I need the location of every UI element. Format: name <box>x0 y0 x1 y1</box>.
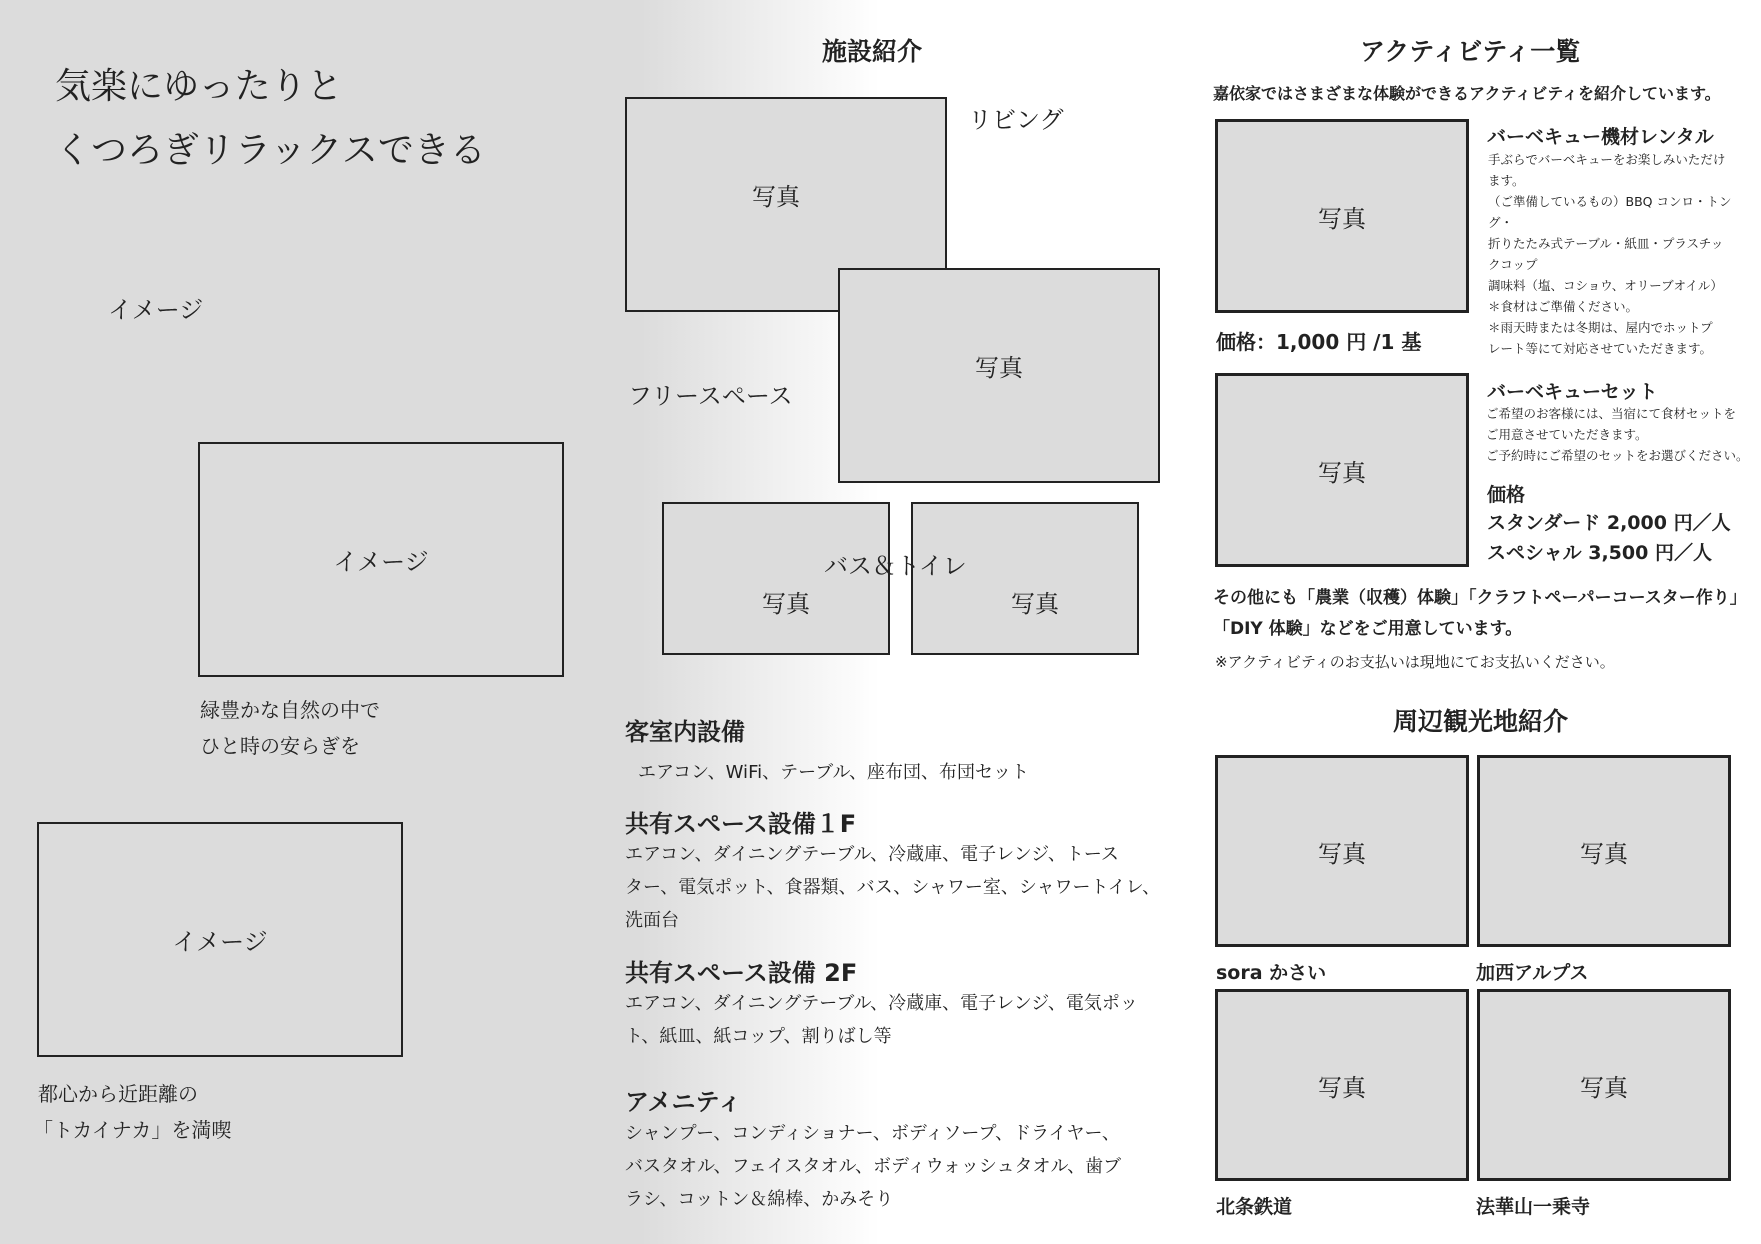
shared-1f-title: 共有スペース設備１F <box>625 810 857 838</box>
spot-name-4: 法華山一乗寺 <box>1476 1196 1591 1218</box>
spot-name-2: 加西アルプス <box>1476 962 1589 984</box>
image-placeholder-2-label: イメージ <box>172 928 268 956</box>
amenity-line: ラシ、コットン＆綿棒、かみそり <box>625 1189 894 1210</box>
shared-2f-line: エアコン、ダイニングテーブル、冷蔵庫、電子レンジ、電気ポッ <box>625 993 1138 1014</box>
shared-2f-title: 共有スペース設備 2F <box>625 959 858 987</box>
bbq-set-price-line: スタンダード 2,000 円／人 <box>1487 512 1731 534</box>
image-label: イメージ <box>108 296 204 324</box>
spot-photo-4-label: 写真 <box>1580 1073 1628 1102</box>
bbq-rental-price: 価格：1,000 円 /1 基 <box>1216 330 1422 354</box>
bbq-rental-description <box>1488 149 1748 359</box>
free-space-label: フリースペース <box>628 382 793 410</box>
spot-name-3: 北条鉄道 <box>1216 1196 1293 1218</box>
bath-label: バス＆トイレ <box>824 552 967 580</box>
caption-1-line-2: ひと時の安らぎを <box>200 734 360 758</box>
tourism-title: 周辺観光地紹介 <box>1393 707 1569 736</box>
shared-1f-line: ター、電気ポット、食器類、バス、シャワー室、シャワートイレ、 <box>625 877 1161 898</box>
bbq-set-title: バーベキューセット <box>1487 381 1658 403</box>
amenity-title: アメニティ <box>625 1088 742 1116</box>
bbq-set-line: ご用意させていただきます。 <box>1486 427 1648 442</box>
bbq-rental-photo-label: 写真 <box>1318 204 1366 233</box>
image-placeholder-1-label: イメージ <box>333 548 429 576</box>
bbq-set-price-label: 価格 <box>1487 484 1526 506</box>
bbq-set-photo <box>1215 373 1469 567</box>
bbq-rental-line: 折りたたみ式テーブル・紙皿・プラスチッ <box>1488 236 1724 251</box>
bbq-rental-line: 手ぶらでバーベキューをお楽しみいただけ <box>1488 152 1726 167</box>
payment-note: ※アクティビティのお支払いは現地にてお支払いください。 <box>1215 653 1615 671</box>
other-activities-line: その他にも「農業（収穫）体験」「クラフトペーパーコースター作り」 <box>1213 588 1747 608</box>
shared-2f-line: ト、紙皿、紙コップ、割りばし等 <box>625 1026 892 1047</box>
image-placeholder-1 <box>198 442 564 677</box>
bbq-set-prices <box>1487 508 1731 568</box>
headline-line-2: くつろぎリラックスできる <box>55 130 486 171</box>
shared-2f-text <box>625 987 1138 1053</box>
bbq-rental-line: ます。 <box>1488 173 1525 188</box>
living-label: リビング <box>968 106 1064 134</box>
caption-2-line-2: 「トカイナカ」を満喫 <box>33 1118 232 1142</box>
spot-photo-2 <box>1477 755 1731 947</box>
amenity-line: バスタオル、フェイスタオル、ボディウォッシュタオル、歯ブ <box>625 1156 1122 1177</box>
amenity-line: シャンプー、コンディショナー、ボディソープ、ドライヤー、 <box>625 1123 1120 1144</box>
bbq-set-description <box>1486 403 1756 466</box>
activity-title: アクティビティ一覧 <box>1360 37 1581 66</box>
bbq-set-line: ご希望のお客様には、当宿にて食材セットを <box>1486 406 1737 421</box>
bbq-rental-line: レート等にて対応させていただきます。 <box>1488 341 1713 356</box>
bbq-rental-photo <box>1215 119 1469 313</box>
caption-2-line-1: 都心から近距離の <box>38 1082 198 1106</box>
bath-photo-2-label: 写真 <box>1011 590 1059 618</box>
bbq-rental-line: （ご準備しているもの）BBQ コンロ・トング・ <box>1488 194 1732 230</box>
other-activities <box>1213 583 1747 645</box>
shared-1f-line: エアコン、ダイニングテーブル、冷蔵庫、電子レンジ、トース <box>625 844 1119 865</box>
bbq-rental-line: クコップ <box>1488 257 1538 272</box>
activity-intro: 嘉依家ではさまざまな体験ができるアクティビティを紹介しています。 <box>1213 84 1721 103</box>
free-space-photo <box>838 268 1160 483</box>
spot-photo-3-label: 写真 <box>1318 1073 1366 1102</box>
bbq-rental-line: ＊雨天時または冬期は、屋内でホットプ <box>1488 320 1713 335</box>
spot-photo-1 <box>1215 755 1469 947</box>
room-equipment-text: エアコン、WiFi、テーブル、座布団、布団セット <box>638 762 1030 783</box>
amenity-text <box>625 1117 1121 1216</box>
bbq-set-photo-label: 写真 <box>1318 458 1366 487</box>
bath-photo-1-label: 写真 <box>762 590 810 618</box>
bbq-rental-line: 調味料（塩、コショウ、オリーブオイル） <box>1488 278 1723 293</box>
facility-title: 施設紹介 <box>822 37 923 66</box>
spot-photo-3 <box>1215 989 1469 1181</box>
bbq-rental-line: ＊食材はご準備ください。 <box>1488 299 1639 314</box>
bbq-rental-title: バーベキュー機材レンタル <box>1487 126 1714 148</box>
bbq-set-price-line: スペシャル 3,500 円／人 <box>1487 542 1712 564</box>
spot-photo-4 <box>1477 989 1731 1181</box>
spot-name-1: sora かさい <box>1216 962 1327 984</box>
spot-photo-2-label: 写真 <box>1580 839 1628 868</box>
caption-1-line-1: 緑豊かな自然の中で <box>200 698 380 722</box>
image-placeholder-2 <box>37 822 403 1057</box>
living-photo-label: 写真 <box>752 183 800 211</box>
shared-1f-text <box>625 838 1160 937</box>
headline-line-1: 気楽にゆったりと <box>55 66 343 107</box>
shared-1f-line: 洗面台 <box>625 910 679 931</box>
other-activities-line: 「DIY 体験」などをご用意しています。 <box>1213 619 1523 639</box>
bbq-set-line: ご予約時にご希望のセットをお選びください。 <box>1486 448 1749 463</box>
free-space-photo-label: 写真 <box>975 354 1023 382</box>
room-equipment-title: 客室内設備 <box>625 718 745 746</box>
spot-photo-1-label: 写真 <box>1318 839 1366 868</box>
